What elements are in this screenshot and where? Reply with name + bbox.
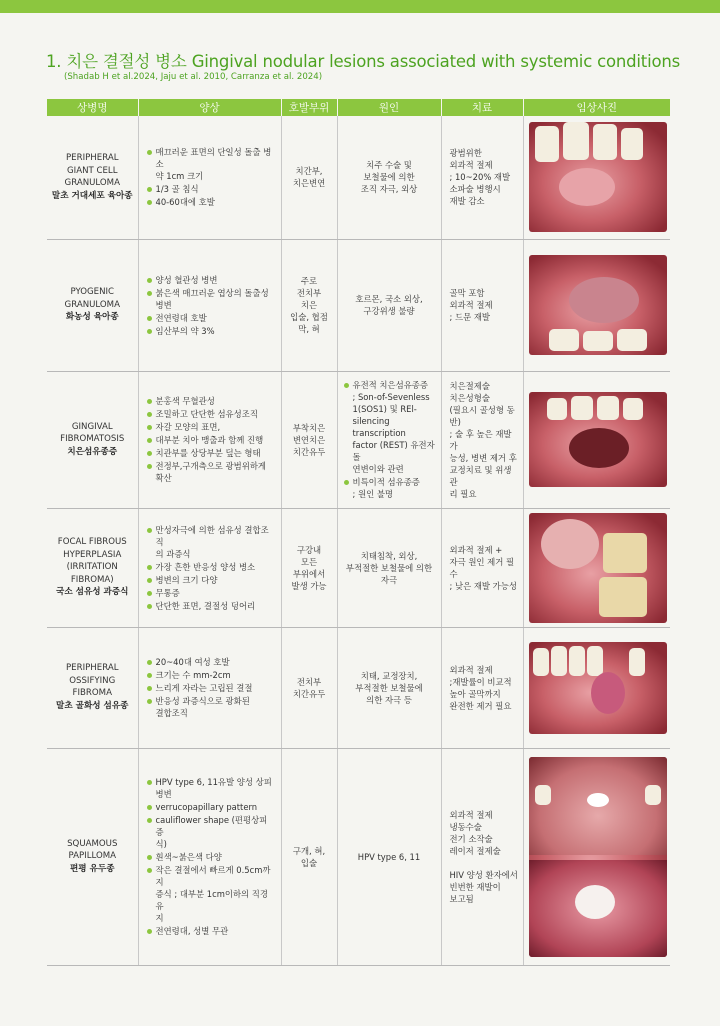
page-title: 1. 치은 결절성 병소 Gingival nodular lesions associated with systemic conditions xyxy=(46,52,680,71)
aspect-cell xyxy=(138,239,281,371)
clinical-photo xyxy=(529,642,667,734)
table-row xyxy=(47,239,670,371)
lesion-name-korean: 편평 유두종 xyxy=(70,863,115,874)
aspect-item: 1/3 골 침식 xyxy=(147,183,275,195)
col-header-aspect: 양상 xyxy=(138,99,281,116)
treatment-cell: 치은절제술 치은성형술 (필요시 골성형 동반) ; 술 후 높은 재발가 능성, 병변 제거 후 교정치료 및 위생관 리 필요 xyxy=(441,371,523,508)
site-cell: 구개, 혀, 입술 xyxy=(281,748,337,965)
cause-item: 비특이적 섬유종증 ; 원인 불명 xyxy=(344,476,437,500)
col-header-name: 상병명 xyxy=(47,99,138,116)
col-header-cause: 원인 xyxy=(337,99,441,116)
treatment-cell: 외과적 절제 냉동수술 전기 소작술 레이저 절제술 HIV 양성 환자에서 빈번한 재발이 보고됨 xyxy=(441,748,523,965)
site-cell: 치간부, 치은변연 xyxy=(281,116,337,239)
clinical-photo-cell xyxy=(523,116,670,239)
aspect-item: 임산부의 약 3% xyxy=(147,325,275,337)
aspect-item: 치관부를 상당부분 덮는 형태 xyxy=(147,447,275,459)
aspect-item: 붉은색 매끄러운 엽상의 돌출성 병변 xyxy=(147,287,275,311)
lesion-name-cell xyxy=(47,508,138,627)
table-row xyxy=(47,116,670,239)
lesion-name-english: PYOGENIC GRANULOMA xyxy=(64,287,120,310)
aspect-cell xyxy=(138,508,281,627)
clinical-photo-cell xyxy=(523,239,670,371)
table-row xyxy=(47,371,670,508)
references: (Shadab H et al.2024, Jaju et al. 2010, Carranza et al. 2024) xyxy=(64,72,323,82)
table-row xyxy=(47,627,670,748)
aspect-item: 병변의 크기 다양 xyxy=(147,574,275,586)
aspect-item: 조밀하고 단단한 섬유성조직 xyxy=(147,408,275,420)
lesion-name-cell xyxy=(47,627,138,748)
aspect-item: 단단한 표면, 결절성 덩어리 xyxy=(147,600,275,612)
aspect-item: 크기는 수 mm-2cm xyxy=(147,669,275,681)
cause-cell xyxy=(337,371,441,508)
treatment-cell: 골막 포함 외과적 절제 ; 드문 재발 xyxy=(441,239,523,371)
lesion-name-english: PERIPHERAL GIANT CELL GRANULOMA xyxy=(64,153,120,188)
clinical-photo xyxy=(529,122,667,232)
treatment-cell: 광범위한 외과적 절제 ; 10~20% 재발 소파술 병행시 재발 감소 xyxy=(441,116,523,239)
aspect-cell xyxy=(138,371,281,508)
lesion-name-english: FOCAL FIBROUS HYPERPLASIA (IRRITATION FIBROMA) xyxy=(57,537,127,585)
aspect-item: 자갈 모양의 표면, xyxy=(147,421,275,433)
site-cell: 부착치은 변연치은 치간유두 xyxy=(281,371,337,508)
lesion-name-korean: 치은섬유종증 xyxy=(67,446,118,457)
col-header-treatment: 치료 xyxy=(441,99,523,116)
aspect-item: verrucopapillary pattern xyxy=(147,801,275,813)
clinical-photo-cell xyxy=(523,627,670,748)
site-cell: 전치부 치간유두 xyxy=(281,627,337,748)
aspect-item: 만성자극에 의한 섬유성 결합조직 의 과증식 xyxy=(147,524,275,560)
lesion-name-korean: 말초 골화성 섬유종 xyxy=(56,700,129,711)
aspect-item: 작은 결절에서 빠르게 0.5cm까지 증식 ; 대부분 1cm이하의 직경 유 지 xyxy=(147,864,275,924)
cause-cell: 치주 수술 및 보철물에 의한 조직 자극, 외상 xyxy=(337,116,441,239)
aspect-cell xyxy=(138,116,281,239)
aspect-item: 전연령대, 성별 무관 xyxy=(147,925,275,937)
table-header-row xyxy=(47,99,670,116)
aspect-item: 가장 흔한 반응성 양성 병소 xyxy=(147,561,275,573)
cause-cell: 치태침착, 외상, 부적절한 보철물에 의한 자극 xyxy=(337,508,441,627)
lesion-name-cell xyxy=(47,116,138,239)
aspect-item: 전정부,구개측으로 광범위하게 확산 xyxy=(147,460,275,484)
cause-cell: 치태, 교정장치, 부적절한 보철물에 의한 자극 등 xyxy=(337,627,441,748)
lesion-table xyxy=(47,99,670,966)
clinical-photo xyxy=(529,255,667,355)
aspect-item: 전연령대 호발 xyxy=(147,312,275,324)
lesion-name-english: SQUAMOUS PAPILLOMA xyxy=(67,838,118,861)
lesion-name-english: GINGIVAL FIBROMATOSIS xyxy=(60,421,125,444)
lesion-name-cell xyxy=(47,748,138,965)
site-cell: 구강내 모든 부위에서 발생 가능 xyxy=(281,508,337,627)
cause-cell: HPV type 6, 11 xyxy=(337,748,441,965)
lesion-name-cell xyxy=(47,239,138,371)
clinical-photo xyxy=(529,513,667,623)
treatment-cell: 외과적 절제 + 자극 원인 제거 필수 ; 낮은 재발 가능성 xyxy=(441,508,523,627)
clinical-photo-cell xyxy=(523,748,670,965)
col-header-site: 호발부위 xyxy=(281,99,337,116)
top-accent-bar xyxy=(0,0,720,13)
aspect-cell xyxy=(138,748,281,965)
lesion-name-korean: 말초 거대세포 육아종 xyxy=(51,190,133,201)
clinical-photo xyxy=(529,757,667,957)
aspect-item: 무통증 xyxy=(147,587,275,599)
cause-cell: 호르몬, 국소 외상, 구강위생 불량 xyxy=(337,239,441,371)
col-header-photo: 임상사진 xyxy=(523,99,670,116)
lesion-name-cell xyxy=(47,371,138,508)
table-row xyxy=(47,748,670,965)
lesion-name-english: PERIPHERAL OSSIFYING FIBROMA xyxy=(66,663,119,699)
aspect-item: 20~40대 여성 호발 xyxy=(147,656,275,668)
aspect-item: 반응성 과증식으로 광화된 결합조직 xyxy=(147,695,275,719)
aspect-item: 흰색~붉은색 다양 xyxy=(147,851,275,863)
clinical-photo xyxy=(529,392,667,487)
aspect-item: 분홍색 무혈관성 xyxy=(147,395,275,407)
aspect-item: 양성 혈관성 병변 xyxy=(147,274,275,286)
treatment-cell: 외과적 절제 ;재발률이 비교적 높아 골막까지 완전한 제거 필요 xyxy=(441,627,523,748)
aspect-cell xyxy=(138,627,281,748)
cause-item: 유전적 치은섬유종증 ; Son-of-Sevenless 1(SOS1) 및 REl- silencing transcription factor (REST) 유전자 돌 연변이와 관련 xyxy=(344,379,437,475)
aspect-item: 느리게 자라는 고립된 결절 xyxy=(147,682,275,694)
clinical-photo-cell xyxy=(523,508,670,627)
aspect-item: HPV type 6, 11유발 양성 상피 병변 xyxy=(147,776,275,800)
lesion-name-korean: 화농성 육아종 xyxy=(65,312,119,322)
clinical-photo-cell xyxy=(523,371,670,508)
lesion-name-korean: 국소 섬유성 과증식 xyxy=(56,587,129,597)
aspect-item: 대부분 치아 맹출과 함께 진행 xyxy=(147,434,275,446)
site-cell: 주로 전치부 치은 입술, 협점 막, 혀 xyxy=(281,239,337,371)
aspect-item: cauliflower shape (편평상피 증 식) xyxy=(147,814,275,850)
aspect-item: 40-60대에 호발 xyxy=(147,196,275,208)
table-row xyxy=(47,508,670,627)
aspect-item: 매끄러운 표면의 단일성 돌출 병소 약 1cm 크기 xyxy=(147,146,275,182)
